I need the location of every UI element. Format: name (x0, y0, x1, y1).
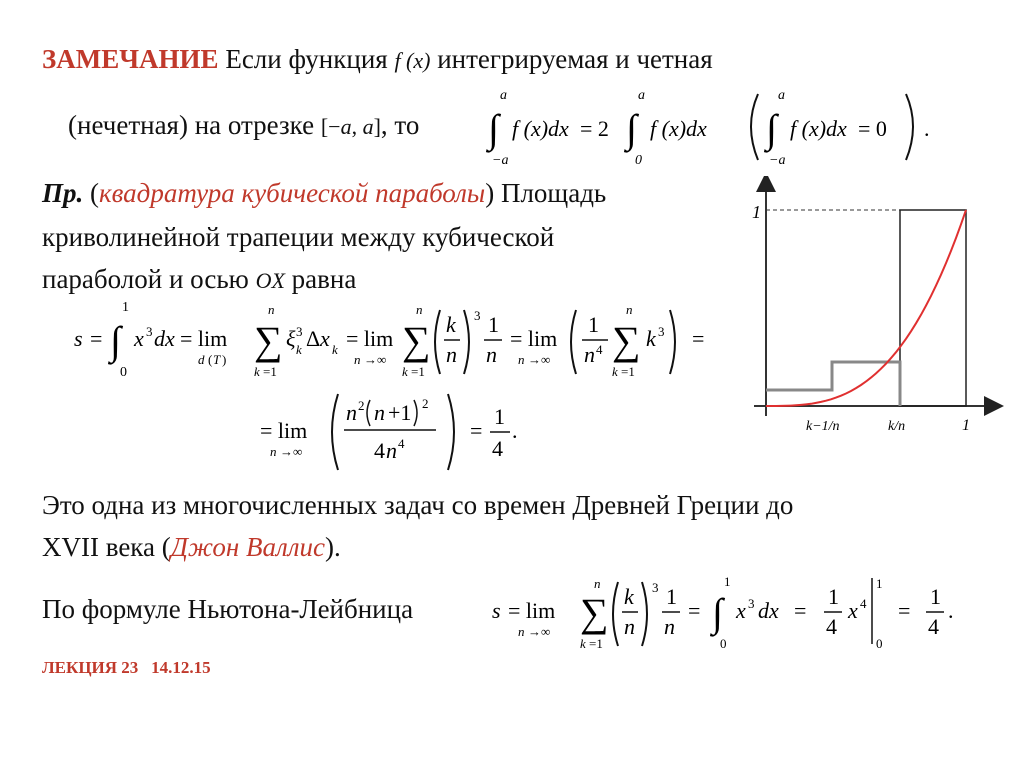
svg-text:dx: dx (154, 326, 175, 351)
remark-line-1 (42, 44, 713, 75)
svg-text:x: x (320, 326, 330, 351)
svg-text:=: = (692, 326, 705, 351)
example-line-1-rest: Площадь (500, 178, 607, 208)
formula-riemann-sum (70, 296, 730, 388)
x-tick-1: 1 (962, 417, 970, 434)
svg-text:3: 3 (296, 324, 303, 339)
svg-text:1: 1 (666, 584, 677, 609)
svg-text:3: 3 (748, 596, 755, 611)
example-line-2: криволинейной трапеции между кубической (42, 222, 555, 252)
svg-text:2: 2 (358, 398, 365, 413)
svg-text:= lim: = lim (180, 326, 228, 351)
svg-text:n: n (664, 614, 675, 639)
x-tick-k-minus-1: k−1/n (806, 419, 840, 434)
x-tick-k: k/n (888, 419, 906, 434)
svg-text:.: . (948, 598, 954, 623)
svg-text:0: 0 (635, 153, 642, 168)
svg-text:=: = (470, 418, 483, 443)
example-open-paren: ( (90, 178, 100, 208)
remark-text-4: , то (380, 110, 420, 140)
svg-text:→∞: →∞ (364, 352, 387, 367)
svg-text:n: n (354, 352, 361, 367)
svg-text:4: 4 (860, 596, 867, 611)
example-close-paren: ) (485, 178, 495, 208)
svg-text:4: 4 (826, 614, 837, 639)
svg-text:n: n (486, 342, 497, 367)
svg-text:k: k (612, 364, 618, 379)
svg-text:(: ( (208, 352, 213, 367)
svg-text:): ) (222, 352, 227, 367)
svg-text:∑: ∑ (612, 318, 641, 363)
example-line-3b: равна (291, 264, 357, 294)
svg-text:n: n (594, 576, 601, 591)
svg-text:n: n (626, 302, 633, 317)
svg-text:4: 4 (492, 436, 503, 461)
svg-text:1: 1 (876, 576, 883, 591)
svg-text:∫: ∫ (488, 106, 499, 151)
svg-text:= 0: = 0 (858, 116, 887, 141)
svg-text:Δ: Δ (306, 326, 321, 351)
svg-text:→∞: →∞ (280, 444, 303, 459)
history-line-2 (42, 532, 341, 563)
example-label: Пр. (42, 178, 84, 208)
svg-text:∫: ∫ (110, 318, 121, 363)
remark-text-3: (нечетная) на отрезке (68, 110, 315, 140)
svg-text:k: k (646, 326, 656, 351)
svg-text:−a: −a (492, 153, 509, 168)
svg-text:3: 3 (474, 308, 481, 323)
formula-fx: f (x) (394, 48, 431, 73)
svg-text:n: n (518, 352, 525, 367)
svg-text:= lim: = lim (510, 326, 558, 351)
example-title: квадратура кубической параболы (99, 178, 486, 208)
history-line-2a: XVII века ( (42, 532, 171, 562)
example-line-3 (42, 264, 356, 295)
svg-text:n: n (624, 614, 635, 639)
svg-text:k: k (446, 312, 456, 337)
svg-text:3: 3 (652, 580, 659, 595)
svg-text:2: 2 (422, 396, 429, 411)
svg-text:∫: ∫ (712, 590, 723, 635)
svg-text:T: T (213, 352, 221, 367)
remark-text-1: Если функция (225, 44, 388, 74)
remark-heading: ЗАМЕЧАНИЕ (42, 44, 219, 74)
svg-text:= lim: = lim (346, 326, 394, 351)
example-line-3a: параболой и осью (42, 264, 249, 294)
svg-text:=1: =1 (589, 636, 603, 651)
svg-text:n: n (346, 400, 357, 425)
svg-text:= lim: = lim (508, 598, 556, 623)
svg-text:=1: =1 (411, 364, 425, 379)
svg-text:1: 1 (930, 584, 941, 609)
svg-text:= lim: = lim (260, 418, 308, 443)
svg-text:s: s (74, 326, 83, 351)
svg-text:x: x (736, 598, 746, 623)
formula-limit-result (256, 386, 546, 478)
svg-text:0: 0 (876, 636, 883, 651)
svg-text:∫: ∫ (626, 106, 637, 151)
svg-text:=: = (688, 598, 701, 623)
svg-text:a: a (638, 88, 645, 103)
svg-text:3: 3 (658, 324, 665, 339)
svg-text:a: a (500, 88, 507, 103)
svg-text:n: n (374, 400, 385, 425)
svg-text:dx: dx (758, 598, 779, 623)
svg-text:k: k (296, 342, 302, 357)
svg-text:n: n (518, 624, 525, 639)
svg-text:1: 1 (588, 312, 599, 337)
svg-text:.: . (512, 418, 518, 443)
history-name: Джон Валлис (170, 532, 326, 562)
svg-text:f (x)dx: f (x)dx (650, 116, 707, 141)
svg-text:.: . (924, 116, 930, 141)
svg-text:4: 4 (374, 438, 385, 463)
formula-interval: [−a, a] (320, 114, 381, 139)
svg-text:=: = (794, 598, 807, 623)
svg-text:1: 1 (724, 574, 731, 589)
lecture-date: 14.12.15 (151, 658, 211, 677)
newton-label: По формуле Ньютона-Лейбница (42, 594, 414, 624)
svg-text:−a: −a (769, 153, 786, 168)
svg-text:1: 1 (488, 312, 499, 337)
history-line-1: Это одна из многочисленных задач со времен Древней Греции до (42, 490, 794, 520)
svg-text:n: n (268, 302, 275, 317)
svg-text:4: 4 (596, 342, 603, 357)
axis-ox: OX (255, 268, 285, 293)
svg-text:=: = (898, 598, 911, 623)
svg-text:n: n (584, 342, 595, 367)
remark-line-2 (68, 110, 419, 141)
svg-text:1: 1 (122, 300, 129, 315)
svg-text:→∞: →∞ (528, 624, 551, 639)
svg-text:x: x (848, 598, 858, 623)
svg-text:1: 1 (494, 404, 505, 429)
svg-text:s: s (492, 598, 501, 623)
svg-text:+1: +1 (388, 400, 412, 425)
svg-text:∑: ∑ (580, 590, 609, 635)
svg-text:=: = (90, 326, 103, 351)
svg-text:n: n (386, 438, 397, 463)
remark-text-2: интегрируемая и четная (437, 44, 713, 74)
svg-text:∫: ∫ (766, 106, 777, 151)
svg-text:1: 1 (828, 584, 839, 609)
formula-newton-leibniz (488, 572, 968, 656)
footer (42, 658, 211, 678)
cubic-parabola-graph (744, 176, 1006, 452)
svg-text:n: n (416, 302, 423, 317)
history-line-2b: ). (325, 532, 341, 562)
svg-text:→∞: →∞ (528, 352, 551, 367)
svg-text:f (x)dx: f (x)dx (790, 116, 847, 141)
example-line-1 (42, 178, 606, 209)
svg-text:=1: =1 (621, 364, 635, 379)
svg-text:a: a (778, 88, 785, 103)
svg-text:n: n (446, 342, 457, 367)
svg-text:k: k (254, 364, 260, 379)
svg-text:k: k (580, 636, 586, 651)
svg-text:=1: =1 (263, 364, 277, 379)
svg-text:d: d (198, 352, 205, 367)
svg-text:k: k (332, 342, 338, 357)
svg-text:0: 0 (720, 636, 727, 651)
svg-text:n: n (270, 444, 277, 459)
svg-text:4: 4 (928, 614, 939, 639)
svg-text:ξ: ξ (286, 326, 296, 351)
svg-text:f (x)dx: f (x)dx (512, 116, 569, 141)
svg-text:∑: ∑ (254, 318, 283, 363)
lecture-label: ЛЕКЦИЯ 23 (42, 658, 139, 677)
svg-text:= 2: = 2 (580, 116, 609, 141)
svg-text:0: 0 (120, 365, 127, 380)
svg-text:4: 4 (398, 436, 405, 451)
svg-text:x: x (134, 326, 144, 351)
svg-text:k: k (402, 364, 408, 379)
y-tick-1: 1 (752, 202, 761, 222)
svg-text:k: k (624, 584, 634, 609)
svg-text:3: 3 (146, 324, 153, 339)
svg-text:∑: ∑ (402, 318, 431, 363)
formula-even-odd-integral (486, 84, 936, 168)
cubic-curve (766, 210, 966, 406)
